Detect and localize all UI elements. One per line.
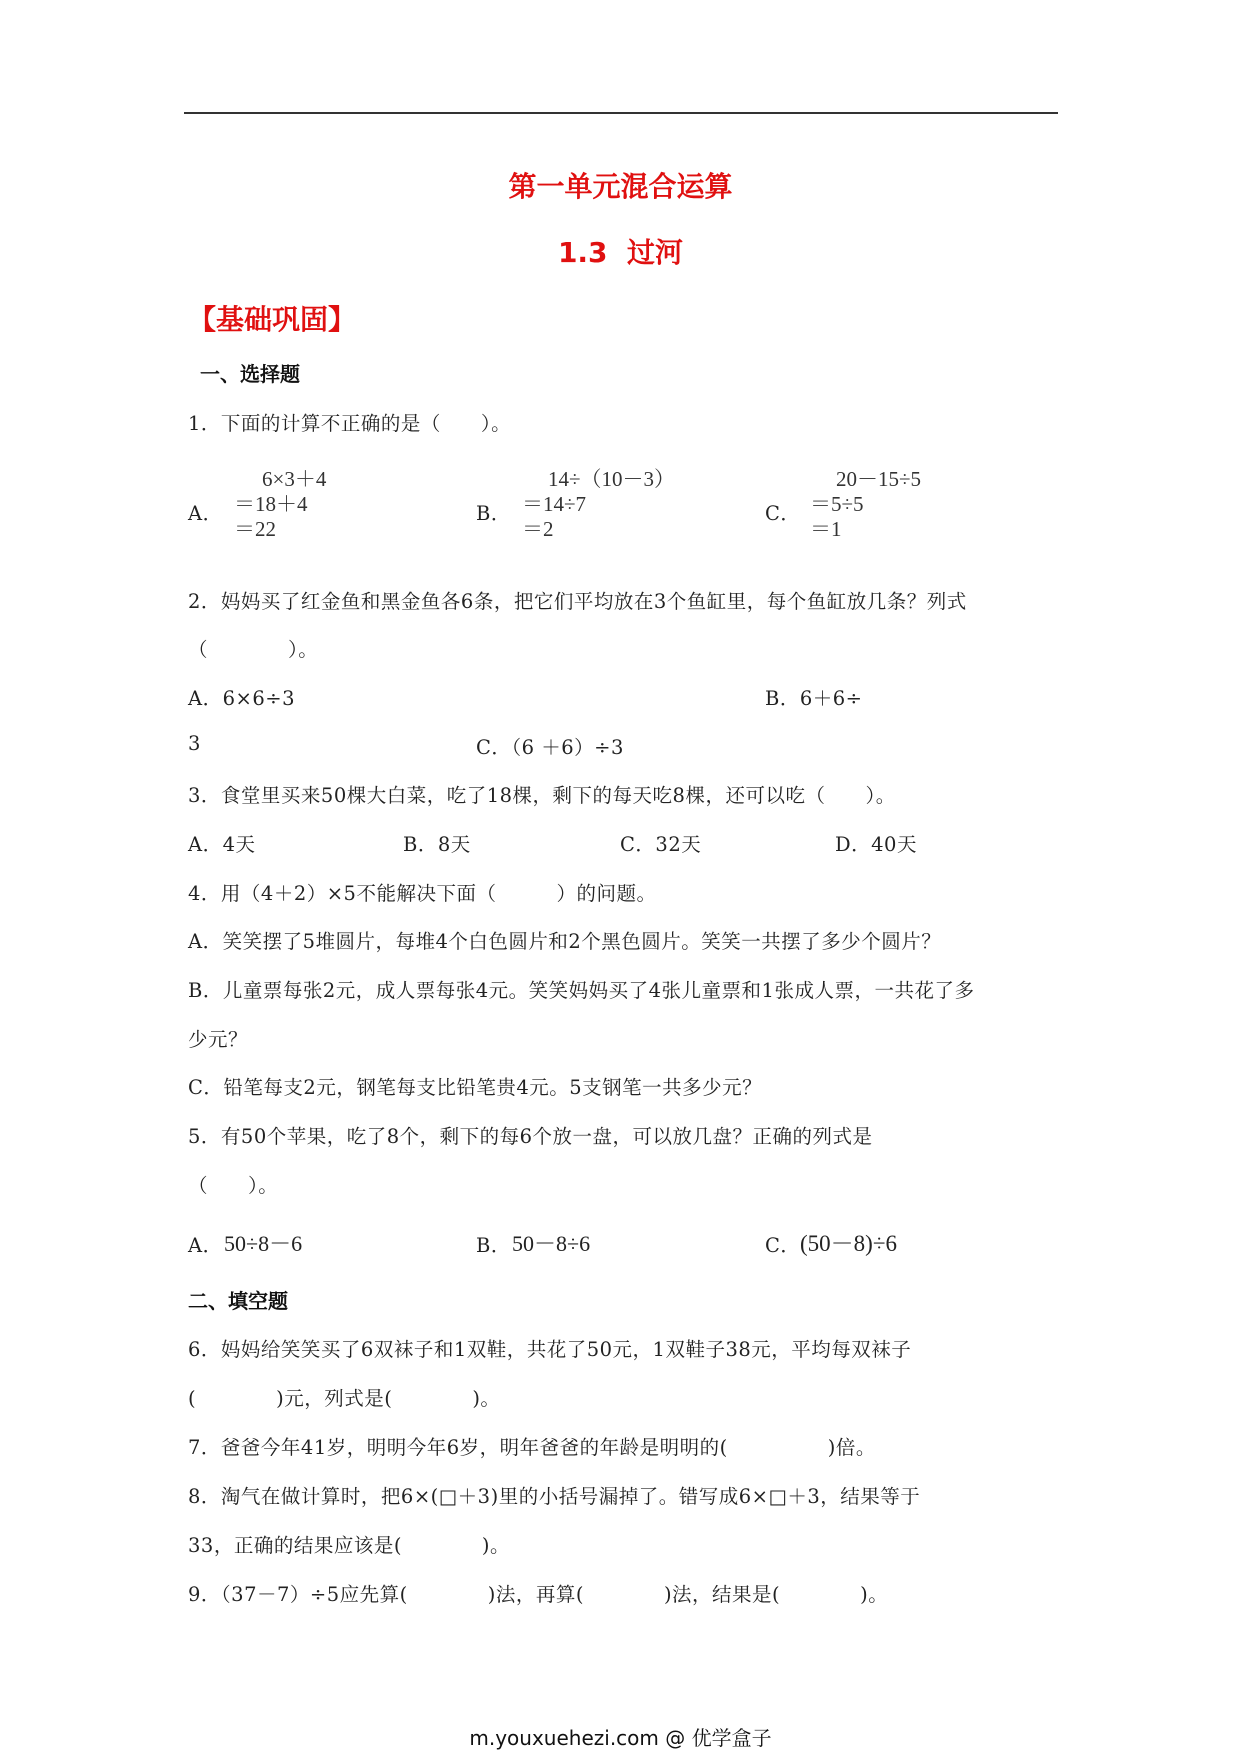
q1-b-line: 14÷（10－3） [548,467,676,491]
q8-line2: 33，正确的结果应该是( )。 [188,1534,511,1557]
q5-option-a-label: A． [188,1234,223,1257]
q1-a-line: ＝22 [234,517,276,541]
q1-a-line: ＝18＋4 [234,492,308,516]
q2-option-b-cont: 3 [188,732,201,755]
q2-option-c: C．（6 ＋6）÷3 [476,736,624,759]
part1-heading: 一、选择题 [200,362,300,386]
q4-option-c: C．铅笔每支2元，钢笔每支比铅笔贵4元。5支钢笔一共多少元？ [188,1076,763,1099]
q2-line2: （ ）。 [188,638,319,661]
q1-option-b-calc [522,467,675,542]
q3-text: 3．食堂里买来50棵大白菜，吃了18棵，剩下的每天吃8棵，还可以吃（ ）。 [188,784,896,807]
lesson-title: 1.3 过河 [557,236,684,269]
q5-option-b-label: B． [476,1234,511,1257]
footer-watermark: m.youxuehezi.com @ 优学盒子 [469,1726,772,1750]
q1-a-line: 6×3＋4 [262,467,327,491]
q1-c-line: 20－15÷5 [836,467,922,491]
unit-title: 第一单元混合运算 [508,170,733,203]
q4-text: 4．用（4＋2）×5不能解决下面（ ）的问题。 [188,882,657,905]
q4-option-b-line1: B．儿童票每张2元，成人票每张4元。笑笑妈妈买了4张儿童票和1张成人票，一共花了多 [188,979,975,1002]
section-label: 【基础巩固】 [188,303,357,336]
header-rule [184,112,1058,114]
q1-option-a-label: A． [188,502,223,525]
q1-option-c-label: C． [765,502,801,525]
q3-option-a: A．4天 [188,833,256,856]
q3-option-c: C．32天 [620,833,702,856]
q5-line1: 5．有50个苹果，吃了8个，剩下的每6个放一盘，可以放几盘？正确的列式是 [188,1125,873,1148]
q5-option-c-label: C． [765,1234,801,1257]
q1-option-b-label: B． [476,502,511,525]
q6-line1: 6．妈妈给笑笑买了6双袜子和1双鞋，共花了50元，1双鞋子38元，平均每双袜子 [188,1338,912,1361]
q6-line2: ( )元，列式是( )。 [188,1387,501,1410]
q1-text: 1．下面的计算不正确的是（ ）。 [188,412,512,435]
q2-option-a: A．6×6÷3 [188,687,295,710]
q2-line1: 2．妈妈买了红金鱼和黑金鱼各6条，把它们平均放在3个鱼缸里，每个鱼缸放几条？列式 [188,590,967,613]
q5-option-c-formula: (50－8)÷6 [800,1231,897,1256]
q1-option-c-calc [810,467,921,542]
q3-option-b: B．8天 [403,833,471,856]
q4-option-b-line2: 少元？ [188,1028,249,1051]
q5-option-b-formula: 50－8÷6 [512,1231,591,1256]
q1-c-line: ＝1 [810,517,842,541]
q8-line1: 8．淘气在做计算时，把6×(□＋3)里的小括号漏掉了。错写成6×□＋3，结果等于 [188,1485,921,1508]
q9-text: 9．（37－7）÷5应先算( )法，再算( )法，结果是( )。 [188,1583,889,1606]
part2-heading: 二、填空题 [188,1289,288,1313]
q7-text: 7．爸爸今年41岁，明明今年6岁，明年爸爸的年龄是明明的( )倍。 [188,1436,876,1459]
q1-option-a-calc [234,467,326,542]
q3-option-d: D．40天 [835,833,917,856]
q1-b-line: ＝14÷7 [522,492,587,516]
q4-option-a: A．笑笑摆了5堆圆片，每堆4个白色圆片和2个黑色圆片。笑笑一共摆了多少个圆片？ [188,930,942,953]
q1-c-line: ＝5÷5 [810,492,864,516]
q1-b-line: ＝2 [522,517,554,541]
q5-line2: （ ）。 [188,1174,279,1197]
q2-option-b: B．6＋6÷ [765,687,863,710]
q5-option-a-formula: 50÷8－6 [224,1231,303,1256]
